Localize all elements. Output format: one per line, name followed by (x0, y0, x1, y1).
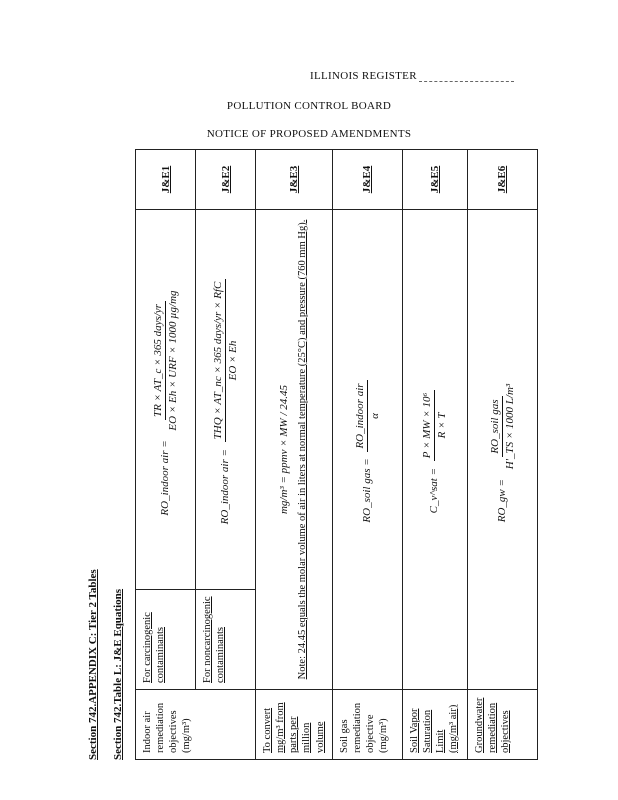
convert-label: To convert mg/m³ from parts per million volume (256, 690, 333, 760)
equation-je5: C_v^sat = P × MW × 10⁶ R × T (402, 210, 467, 690)
saturation-limit-label: Soil Vapor Saturation Limit (mg/m³ air) (402, 690, 467, 760)
table-heading: Section 742.Table L: J&E Equations (112, 588, 124, 760)
equation-je1: RO_indoor air = TR × AT_c × 365 days/yr EO × Eh × URF × 1000 µg/mg (136, 210, 196, 590)
indoor-air-label: Indoor air remediation objectives (mg/m³) (136, 690, 256, 760)
ref-je5: J&E5 (402, 150, 467, 210)
table-row (196, 150, 256, 760)
molar-volume-note: Note: 24.45 equals the molar volume of air in liters at normal temperature (25°C) and pressure (760 mm Hg). (296, 219, 308, 680)
carcinogenic-label: For carcinogenic contaminants (136, 590, 196, 690)
section-heading: Section 742.APPENDIX C: Tier 2 Tables (87, 569, 99, 760)
equation-je3: mg/m³ = ppmv × MW / 24.45 Note: 24.45 equals the molar volume of air in liters at normal temperature (25°C) and pressure (760 mm Hg). (256, 210, 333, 690)
table-row (467, 150, 537, 760)
groundwater-label: Groundwater remediation objectives (467, 690, 537, 760)
ref-je3: J&E3 (256, 150, 333, 210)
ref-je2: J&E2 (196, 150, 256, 210)
je-equations-table (135, 149, 538, 760)
notice-title: NOTICE OF PROPOSED AMENDMENTS (206, 128, 412, 140)
noncarcinogenic-label: For noncarcinogenic contaminants (196, 590, 256, 690)
table-row (256, 150, 333, 760)
ref-je6: J&E6 (467, 150, 537, 210)
register-title: ILLINOIS REGISTER (310, 70, 514, 82)
equation-je2: RO_indoor air = THQ × AT_nc × 365 days/yr × RfC EO × Eh (196, 210, 256, 590)
equation-je6: RO_gw = RO_soil gas H'_TS × 1000 L/m³ (467, 210, 537, 690)
equation-je4: RO_soil gas = RO_indoor air α (332, 210, 402, 690)
board-name: POLLUTION CONTROL BOARD (226, 100, 392, 112)
ref-je1: J&E1 (136, 150, 196, 210)
rotated-table-page (82, 150, 537, 760)
soil-gas-label: Soil gas remediation objective (mg/m³) (332, 690, 402, 760)
ref-je4: J&E4 (332, 150, 402, 210)
table-row (332, 150, 402, 760)
table-row (402, 150, 467, 760)
table-row (136, 150, 196, 760)
